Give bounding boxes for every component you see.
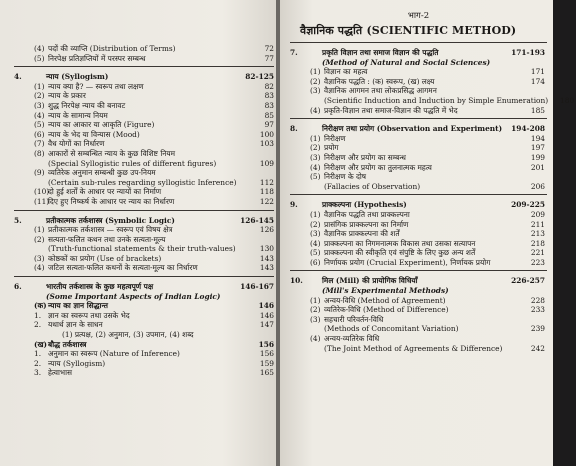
entry-title: सत्यता-फलित कथन तथा उनके सत्यता-मूल्य [48, 234, 166, 244]
entry-number: (4) [310, 162, 321, 172]
page-number: 126 [259, 225, 274, 235]
page-number: 199 [530, 152, 545, 162]
toc-entry [14, 130, 274, 140]
toc-entry [14, 139, 274, 149]
part-label: भाग-2 [407, 11, 430, 21]
entry-title: (The Joint Method of Agreements & Difference) [324, 343, 503, 353]
entry-title: पदों की व्याप्ति (Distribution of Terms) [48, 44, 176, 53]
entry-number: 5. [14, 215, 22, 225]
chapter-entry [290, 48, 547, 58]
entry-number: (क) [34, 301, 47, 311]
entry-number: (8) [34, 148, 45, 158]
page-number: 206 [530, 181, 545, 191]
entry-title: न्याय (Syllogism) [48, 358, 106, 368]
entry-number: (6) [310, 257, 321, 267]
toc-entry [14, 149, 274, 159]
toc-entry [290, 77, 547, 87]
entry-number: (3) [310, 314, 321, 324]
toc-entry [14, 54, 274, 64]
page-number: 82 [264, 81, 274, 91]
entry-title: (Truth-functional statements & their truth-values) [48, 244, 236, 254]
entry-title: निरीक्षण और प्रयोग का सम्बन्ध [324, 152, 406, 162]
toc-entry [14, 178, 274, 188]
entry-title: (Special Syllogistic rules of different figures) [48, 158, 217, 168]
entry-title: ज्ञान का स्वरूप तथा उसके भेद [48, 310, 130, 320]
toc-entry [290, 248, 547, 258]
page-number: 143 [259, 263, 274, 273]
entry-number: (3) [310, 86, 321, 96]
entry-title: (Method of Natural and Social Sciences) [322, 57, 491, 67]
toc-entry [290, 344, 547, 354]
page-number: 171-193 [511, 48, 545, 57]
toc-entry [14, 349, 274, 359]
entry-number: 9. [290, 200, 298, 210]
toc-entry [290, 86, 547, 96]
page-number: 126-145 [240, 215, 274, 225]
entry-number: (5) [34, 53, 45, 63]
entry-title: (Methods of Concomitant Variation) [324, 324, 459, 334]
entry-number: (1) [310, 295, 321, 305]
entry-number: (4) [34, 110, 45, 120]
toc-entry [290, 239, 547, 249]
entry-number: 10. [290, 276, 303, 286]
entry-title: वैज्ञानिक प्राक्कल्पना की शर्तें [324, 229, 400, 239]
entry-number: 1. [34, 349, 42, 359]
entry-number: (2) [310, 219, 321, 229]
page-number: 174 [530, 76, 545, 86]
entry-number: (1) [34, 225, 45, 235]
entry-number: 3. [34, 368, 42, 378]
toc-entry [14, 368, 274, 378]
entry-title: निरपेक्ष प्रतिज्ञप्तियों में परस्पर सम्बन्ध [48, 53, 146, 63]
page-number: 228 [530, 295, 545, 305]
entry-title: व्यतिरेक अनुमान सम्बन्धी कुछ उप-नियम [48, 168, 156, 178]
toc-entry [290, 143, 547, 153]
entry-title: न्याय क्या है? — स्वरूप तथा लक्षण [48, 81, 144, 91]
entry-number: (10) [34, 187, 50, 197]
toc-entry [290, 172, 547, 182]
chapter-entry [290, 124, 547, 134]
entry-number: (2) [310, 143, 321, 153]
page-number: 211 [530, 219, 545, 229]
entry-title: अन्वय-विधि (Method of Agreement) [324, 295, 446, 305]
toc-entry [14, 311, 274, 321]
entry-number: (1) [310, 67, 321, 77]
toc-entry [14, 111, 274, 121]
section-rule [14, 276, 274, 277]
page-number: 185 [530, 105, 545, 115]
entry-title: प्रतीकात्मक तर्कशास्त्र (Symbolic Logic) [46, 215, 175, 225]
page-number: 147 [259, 320, 274, 330]
toc-entry [14, 263, 274, 273]
entry-title: वैज्ञानिक पद्धति : (क) स्वरूप, (ख) लक्ष्य [324, 76, 435, 86]
page-number: 146-167 [240, 282, 274, 292]
page-number: 72 [264, 44, 274, 53]
entry-title: सहचारी परिवर्तन-विधि [324, 314, 384, 324]
section-rule [14, 210, 274, 211]
page-number: 112 [259, 177, 274, 187]
part-title-hindi: वैज्ञानिक पद्धति [300, 24, 363, 37]
entry-title: शुद्ध निरपेक्ष न्याय की बनावट [48, 100, 126, 110]
toc-entry [290, 305, 547, 315]
section-rule [290, 118, 547, 119]
page-number: 109 [259, 158, 274, 168]
toc-entry [290, 315, 547, 325]
page-number: 233 [530, 305, 545, 315]
entry-title: कोष्ठकों का प्रयोग (Use of brackets) [48, 253, 162, 263]
entry-title: प्रतीकात्मक तर्कशास्त्र — स्वरूप एवं विषय क्षेत्र [48, 225, 173, 235]
entry-title: न्याय के सामान्य नियम [48, 110, 108, 120]
right-toc-list [290, 48, 575, 353]
chapter-entry [14, 72, 274, 82]
page-number: 83 [264, 91, 274, 101]
entry-number: 4. [14, 72, 22, 82]
toc-entry [290, 163, 547, 173]
entry-number: (ख) [34, 339, 48, 349]
section-entry [14, 301, 274, 311]
toc-entry [14, 101, 274, 111]
entry-number: (9) [34, 168, 45, 178]
page-number: 209-225 [511, 200, 545, 210]
toc-entry [290, 324, 547, 334]
entry-title: विज्ञान का महत्व [324, 67, 368, 77]
entry-number: 6. [14, 282, 22, 292]
entry-title: (Mill's Experimental Methods) [322, 286, 449, 296]
toc-entry [14, 244, 274, 254]
toc-entry [290, 334, 547, 344]
entry-title: न्याय के प्रकार [48, 91, 86, 101]
section-rule [290, 194, 547, 195]
entry-title: (1) प्रत्यक्ष, (2) अनुमान, (3) उपमान, (4) शब्द [62, 330, 194, 340]
toc-entry [14, 235, 274, 245]
chapter-entry [290, 276, 547, 286]
page-number: 165 [259, 368, 274, 378]
section-rule [14, 66, 274, 67]
toc-entry [14, 159, 274, 169]
entry-number: 2. [34, 320, 42, 330]
page-number: 194 [530, 133, 545, 143]
left-toc-list [14, 44, 274, 378]
page-number: 194-208 [511, 124, 545, 134]
page-number: 201 [530, 162, 545, 172]
entry-title: वैध योगों का निर्धारण [48, 139, 105, 149]
entry-number: (5) [310, 248, 321, 258]
title-rule [290, 42, 547, 43]
toc-entry [290, 229, 547, 239]
toc-entry [14, 187, 274, 197]
entry-number: 2. [34, 358, 42, 368]
entry-number: (4) [34, 44, 45, 53]
page-number: 213 [530, 229, 545, 239]
entry-title: न्याय का ज्ञान सिद्धान्त [48, 301, 108, 311]
entry-number: (4) [34, 263, 45, 273]
toc-entry [14, 91, 274, 101]
toc-entry [290, 220, 547, 230]
chapter-entry [290, 200, 547, 210]
toc-entry [290, 258, 547, 268]
toc-entry [290, 95, 575, 106]
entry-title: न्याय के भेद या विन्यास (Mood) [48, 129, 140, 139]
entry-number: (4) [310, 105, 321, 115]
entry-number: (3) [310, 152, 321, 162]
entry-number: (3) [34, 100, 45, 110]
page-number: 221 [530, 248, 545, 258]
toc-entry [14, 44, 274, 54]
entry-number: 8. [290, 124, 298, 134]
chapter-entry [14, 282, 274, 292]
page-number: 242 [530, 343, 545, 353]
page-number: 239 [530, 324, 545, 334]
part-title [300, 23, 547, 38]
entry-title: जटिल सत्यता-फलित कथनों के सत्यता-मूल्य का निर्धारण [48, 263, 198, 273]
entry-title: प्राक्कल्पना का निगमनात्मक विकास तथा उसका सत्यापन [324, 238, 476, 248]
page-number: 103 [259, 139, 274, 149]
toc-entry [290, 134, 547, 144]
page-number: 83 [264, 100, 274, 110]
entry-number: 1. [34, 310, 42, 320]
entry-title: प्रकृति विज्ञान तथा समाज विज्ञान की पद्धति [322, 48, 439, 57]
entry-title: व्यतिरेक-विधि (Method of Difference) [324, 305, 449, 315]
entry-title: (Fallacies of Observation) [324, 181, 421, 191]
entry-number: (2) [310, 76, 321, 86]
entry-number: 7. [290, 48, 298, 57]
toc-entry [290, 210, 547, 220]
page-number: 100 [259, 129, 274, 139]
entry-title: (Some Important Aspects of Indian Logic) [46, 291, 221, 301]
entry-number: (6) [34, 129, 45, 139]
toc-entry [14, 359, 274, 369]
entry-title: प्राक्कल्पना (Hypothesis) [322, 200, 407, 210]
part-title-english: (SCIENTIFIC METHOD) [366, 24, 517, 37]
entry-title: निरीक्षण के दोष [324, 172, 367, 182]
chapter-subtitle [14, 292, 274, 302]
entry-title: हेत्वाभास [48, 368, 73, 378]
toc-entry [290, 67, 547, 77]
toc-entry [14, 320, 274, 330]
page-number: 197 [530, 143, 545, 153]
entry-title: निरीक्षण और प्रयोग का तुलनात्मक महत्व [324, 162, 432, 172]
entry-title: आकारों से सम्बन्धित न्याय के कुछ विशिष्ट नियम [48, 148, 176, 158]
right-page [280, 0, 575, 466]
entry-title: प्रयोग [324, 143, 339, 153]
entry-title: निरीक्षण तथा प्रयोग (Observation and Experiment) [322, 124, 503, 134]
entry-number: (3) [310, 229, 321, 239]
section-rule [290, 270, 547, 271]
entry-title: निरीक्षण [324, 133, 346, 143]
page-number: 226-257 [511, 276, 545, 286]
chapter-subtitle [290, 58, 547, 68]
page-number: 82-125 [245, 72, 274, 82]
chapter-entry [14, 216, 274, 226]
page-number: 156 [259, 349, 274, 359]
toc-entry [14, 330, 274, 340]
page-number: 77 [264, 53, 274, 63]
entry-title: प्रासंगिक प्राक्कल्पना का निर्माण [324, 219, 409, 229]
page-number: 159 [259, 358, 274, 368]
entry-title: प्रकृति-विज्ञान तथा समाज-विज्ञान की पद्धति में भेद [324, 105, 458, 115]
entry-number: (5) [310, 172, 321, 182]
entry-number: (1) [310, 209, 321, 219]
toc-entry [14, 82, 274, 92]
entry-title: यथार्थ ज्ञान के साधन [48, 320, 103, 330]
entry-number: (4) [310, 334, 321, 344]
page-number: 180 [560, 95, 575, 105]
left-page [0, 0, 278, 466]
section-entry [14, 340, 274, 350]
page-number: 209 [530, 209, 545, 219]
entry-number: (4) [310, 238, 321, 248]
entry-title: दो हुई शर्तों के आधार पर न्यायों का निर्माण [48, 187, 162, 197]
page-number: 85 [264, 110, 274, 120]
entry-title: भारतीय तर्कशास्त्र के कुछ महत्वपूर्ण पक्ष [46, 282, 154, 292]
entry-title: बौद्ध तर्कशास्त्र [48, 339, 87, 349]
page-number: 218 [530, 238, 545, 248]
page-number: 118 [259, 187, 274, 197]
entry-number: (2) [34, 234, 45, 244]
entry-title: (Scientific Induction and Induction by Simple Enumeration) [324, 95, 549, 105]
toc-entry [290, 106, 547, 116]
chapter-subtitle [290, 286, 547, 296]
entry-title: प्राक्कल्पना की स्वीकृति एवं संपुष्टि के लिए कुछ अन्य शर्तें [324, 248, 476, 258]
entry-title: न्याय (Syllogism) [46, 72, 109, 82]
page-number: 146 [259, 310, 274, 320]
page-number: 130 [259, 244, 274, 254]
entry-number: (1) [310, 133, 321, 143]
entry-number: (5) [34, 120, 45, 130]
entry-title: वैज्ञानिक आगमन तथा लोकप्रसिद्ध आगमन [324, 86, 437, 96]
entry-title: न्याय का आकार या आकृति (Figure) [48, 120, 155, 130]
toc-entry [290, 182, 547, 192]
toc-entry [290, 296, 547, 306]
toc-entry [14, 225, 274, 235]
page-number: 143 [259, 253, 274, 263]
entry-title: निर्णायक प्रयोग (Crucial Experiment), निर्णायक प्रयोग [324, 257, 491, 267]
entry-number: (2) [34, 91, 45, 101]
entry-title: (Certain sub-rules regarding syllogistic Inference) [48, 177, 237, 187]
toc-entry [14, 120, 274, 130]
toc-entry [290, 153, 547, 163]
entry-title: वैज्ञानिक पद्धति तथा प्राक्कल्पना [324, 209, 410, 219]
toc-entry [14, 254, 274, 264]
entry-title: अनुमान का स्वरूप (Nature of Inference) [48, 349, 180, 359]
entry-number: (7) [34, 139, 45, 149]
entry-title: अन्वय-व्यतिरेक विधि [324, 334, 380, 344]
entry-number: (2) [310, 305, 321, 315]
page-number: 122 [259, 196, 274, 206]
page-number: 171 [530, 67, 545, 77]
entry-title: दिए हुए निष्कर्ष के आधार पर न्याय का निर्धारण [48, 196, 175, 206]
page-number: 146 [258, 301, 274, 311]
page-number: 156 [258, 339, 274, 349]
page-number: 223 [530, 257, 545, 267]
entry-title: मिल (Mill) की प्रायोगिक विधियाँ [322, 276, 418, 286]
entry-number: (11) [34, 196, 50, 206]
entry-number: (1) [34, 81, 45, 91]
toc-entry [14, 197, 274, 207]
entry-number: (3) [34, 253, 45, 263]
toc-entry [14, 168, 274, 178]
page-number: 97 [264, 120, 274, 130]
